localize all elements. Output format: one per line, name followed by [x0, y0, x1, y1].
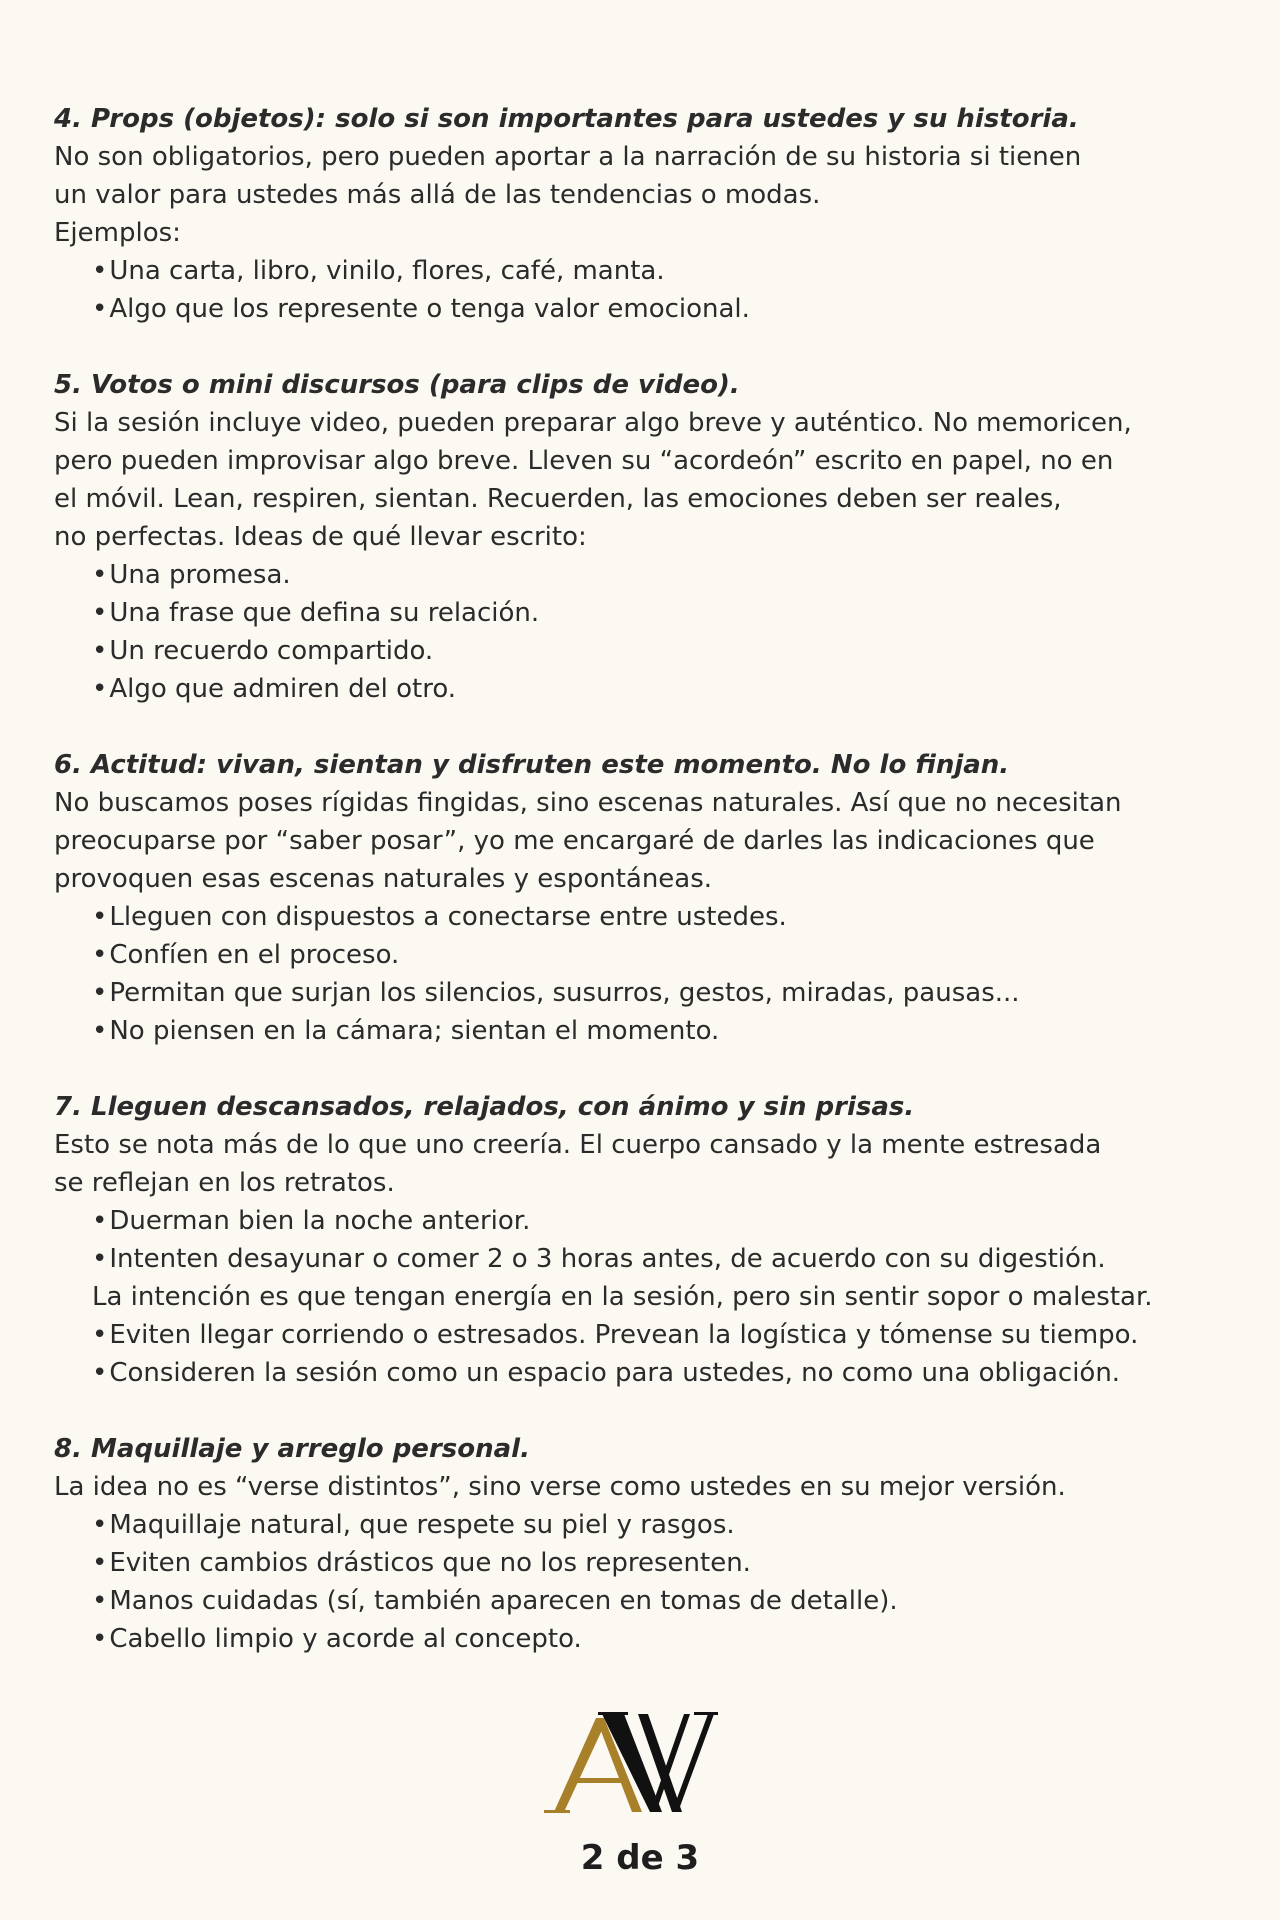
- bullet-dot: •: [92, 674, 108, 704]
- bullet-dot: •: [92, 1624, 108, 1654]
- bullet-list: [54, 1202, 1254, 1392]
- bullet-dot: •: [92, 1206, 108, 1236]
- section-paragraph: La idea no es “verse distintos”, sino verse como ustedes en su mejor versión.: [54, 1472, 1066, 1502]
- bullet-dot: •: [92, 1586, 108, 1616]
- bullet-item: •Eviten cambios drásticos que no los representen.: [92, 1548, 751, 1578]
- bullet-list: [54, 252, 1254, 328]
- bullet-dot: •: [92, 940, 108, 970]
- bullet-item: •Consideren la sesión como un espacio para ustedes, no como una obligación.: [92, 1358, 1121, 1388]
- bullet-dot: •: [92, 902, 108, 932]
- bullet-item: •Cabello limpio y acorde al concepto.: [92, 1624, 582, 1654]
- section-maquillaje: [54, 1430, 1254, 1658]
- bullet-item: •Algo que admiren del otro.: [92, 674, 457, 704]
- bullet-item: •Permitan que surjan los silencios, susurros, gestos, miradas, pausas...: [92, 978, 1020, 1008]
- bullet-item: •Eviten llegar corriendo o estresados. Prevean la logística y tómense su tiempo.: [92, 1320, 1139, 1350]
- bullet-list: [54, 1506, 1254, 1658]
- page-number: 2 de 3: [580, 1838, 700, 1878]
- section-heading: 4. Props (objetos): solo si son importantes para ustedes y su historia.: [54, 104, 1079, 134]
- bullet-list: [54, 556, 1254, 708]
- section-heading: 6. Actitud: vivan, sientan y disfruten este momento. No lo finjan.: [54, 750, 1010, 780]
- bullet-item: •Una promesa.: [92, 560, 291, 590]
- section-paragraph: Si la sesión incluye video, pueden preparar algo breve y auténtico. No memoricen, pero pueden improvisar algo breve. Lleven su “acordeón” escrito en papel, no en el móvil. Lean, respiren, sientan. Recuerden, las emociones deben ser reales, no perfectas. Ideas de qué llevar escrito:: [54, 408, 1132, 552]
- bullet-dot: •: [92, 636, 108, 666]
- bullet-dot: •: [92, 1244, 108, 1274]
- bullet-dot: •: [92, 1548, 108, 1578]
- bullet-item: •Lleguen con dispuestos a conectarse entre ustedes.: [92, 902, 787, 932]
- bullet-dot: •: [92, 1320, 108, 1350]
- section-actitud: [54, 746, 1254, 1050]
- section-descanso: [54, 1088, 1254, 1392]
- bullet-dot: •: [92, 978, 108, 1008]
- bullet-dot: •: [92, 256, 108, 286]
- bullet-item: •No piensen en la cámara; sientan el momento.: [92, 1016, 720, 1046]
- bullet-item: •Un recuerdo compartido.: [92, 636, 434, 666]
- bullet-item: •Duerman bien la noche anterior.: [92, 1206, 531, 1236]
- section-paragraph: Esto se nota más de lo que uno creería. El cuerpo cansado y la mente estresada se reflejan en los retratos.: [54, 1130, 1102, 1198]
- section-paragraph: No son obligatorios, pero pueden aportar a la narración de su historia si tienen un valor para ustedes más allá de las tendencias o modas. Ejemplos:: [54, 142, 1082, 248]
- bullet-dot: •: [92, 1358, 108, 1388]
- section-heading: 8. Maquillaje y arreglo personal.: [54, 1434, 530, 1464]
- bullet-list: [54, 898, 1254, 1050]
- bullet-item: •Manos cuidadas (sí, también aparecen en tomas de detalle).: [92, 1586, 898, 1616]
- section-heading: 5. Votos o mini discursos (para clips de video).: [54, 370, 740, 400]
- bullet-item: •Maquillaje natural, que respete su piel y rasgos.: [92, 1510, 735, 1540]
- bullet-dot: •: [92, 1510, 108, 1540]
- bullet-dot: •: [92, 1016, 108, 1046]
- section-paragraph: No buscamos poses rígidas fingidas, sino escenas naturales. Así que no necesitan preocuparse por “saber posar”, yo me encargaré de darles las indicaciones que provoquen esas escenas naturales y espontáneas.: [54, 788, 1122, 894]
- bullet-dot: •: [92, 560, 108, 590]
- bullet-item: •Confíen en el proceso.: [92, 940, 400, 970]
- bullet-item: •Algo que los represente o tenga valor emocional.: [92, 294, 750, 324]
- bullet-dot: •: [92, 598, 108, 628]
- bullet-item: •Una frase que defina su relación.: [92, 598, 540, 628]
- bullet-item: •Intenten desayunar o comer 2 o 3 horas antes, de acuerdo con su digestión. La intención es que tengan energía en la sesión, pero sin sentir sopor o malestar.: [92, 1244, 1153, 1312]
- section-props: [54, 100, 1254, 328]
- document-body: [54, 100, 1254, 1696]
- section-heading: 7. Lleguen descansados, relajados, con ánimo y sin prisas.: [54, 1092, 915, 1122]
- bullet-item: •Una carta, libro, vinilo, flores, café, manta.: [92, 256, 665, 286]
- bullet-dot: •: [92, 294, 108, 324]
- section-votos: [54, 366, 1254, 708]
- aw-logo: [544, 1712, 754, 1816]
